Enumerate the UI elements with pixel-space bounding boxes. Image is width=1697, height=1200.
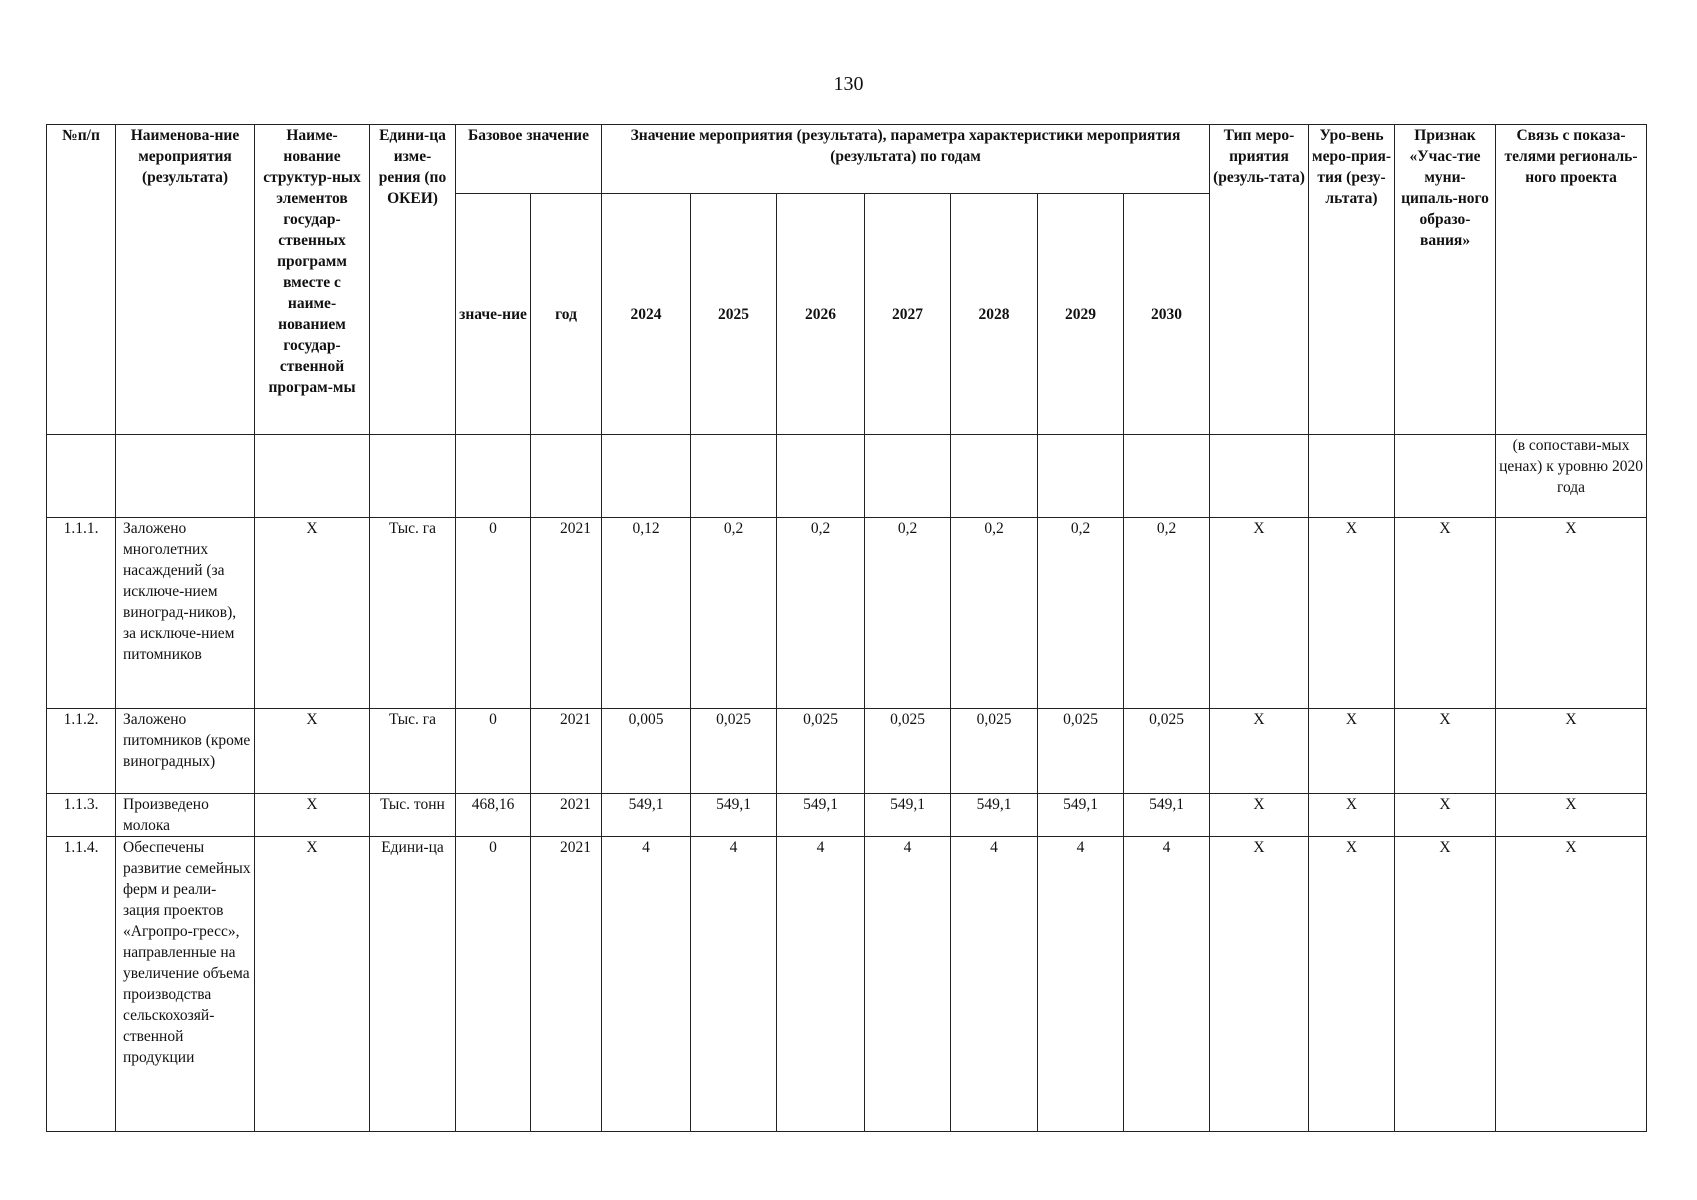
row-value: 549,1 <box>1124 794 1210 837</box>
col-header-year: 2029 <box>1038 194 1124 435</box>
row-level: X <box>1309 794 1395 837</box>
col-header-unit: Едини-ца изме-рения (по ОКЕИ) <box>370 125 456 435</box>
row-municipal: X <box>1395 794 1496 837</box>
row-type: X <box>1210 837 1309 1132</box>
table-row <box>47 837 1647 1132</box>
row-value: 0,025 <box>951 709 1038 794</box>
row-base-value: 0 <box>456 837 531 1132</box>
row-num: 1.1.1. <box>47 518 116 709</box>
row-struct: X <box>255 837 370 1132</box>
table-row <box>47 518 1647 709</box>
col-header-values-group: Значение мероприятия (результата), параметра характеристики мероприятия (результата) по годам <box>602 125 1210 194</box>
table-row <box>47 794 1647 837</box>
row-level: X <box>1309 837 1395 1132</box>
row-name: Заложено многолетних насаждений (за исключе-нием виноград-ников), за исключе-нием питомников <box>116 518 255 709</box>
col-header-name: Наименова-ние мероприятия (результата) <box>116 125 255 435</box>
row-value: 0,2 <box>865 518 951 709</box>
row-value: 4 <box>1124 837 1210 1132</box>
row-base-value: 0 <box>456 518 531 709</box>
row-value: 0,2 <box>1124 518 1210 709</box>
activities-table <box>46 124 1647 1132</box>
row-value: 0,025 <box>691 709 777 794</box>
row-name: Заложено питомников (кроме виноградных) <box>116 709 255 794</box>
row-struct: X <box>255 709 370 794</box>
row-num: 1.1.3. <box>47 794 116 837</box>
row-value: 0,2 <box>691 518 777 709</box>
col-header-year: 2028 <box>951 194 1038 435</box>
row-unit: Едини-ца <box>370 837 456 1132</box>
col-header-municipal: Признак «Учас-тие муни-ципаль-ного образо-вания» <box>1395 125 1496 435</box>
row-value: 0,12 <box>602 518 691 709</box>
row-value: 4 <box>865 837 951 1132</box>
row-value: 0,025 <box>777 709 865 794</box>
row-base-year: 2021 <box>531 709 602 794</box>
row-base-year: 2021 <box>531 794 602 837</box>
row-value: 549,1 <box>951 794 1038 837</box>
row-num: 1.1.2. <box>47 709 116 794</box>
row-municipal: X <box>1395 518 1496 709</box>
row-value: 0,2 <box>1038 518 1124 709</box>
row-num: 1.1.4. <box>47 837 116 1132</box>
page-number: 130 <box>833 73 864 95</box>
row-value: 549,1 <box>1038 794 1124 837</box>
col-header-base-year: год <box>531 194 602 435</box>
row-level: X <box>1309 518 1395 709</box>
row-type: X <box>1210 518 1309 709</box>
row-value: 4 <box>1038 837 1124 1132</box>
row-value: 0,005 <box>602 709 691 794</box>
row-base-value: 468,16 <box>456 794 531 837</box>
row-municipal: X <box>1395 709 1496 794</box>
col-header-year: 2026 <box>777 194 865 435</box>
row-level: X <box>1309 709 1395 794</box>
row-base-value: 0 <box>456 709 531 794</box>
row-value: 4 <box>951 837 1038 1132</box>
col-header-level: Уро-вень меро-прия-тия (резу-льтата) <box>1309 125 1395 435</box>
row-value: 4 <box>691 837 777 1132</box>
row-struct: X <box>255 794 370 837</box>
row-value: 0,2 <box>951 518 1038 709</box>
col-header-type: Тип меро-приятия (резуль-тата) <box>1210 125 1309 435</box>
row-value: 549,1 <box>602 794 691 837</box>
row-base-year: 2021 <box>531 518 602 709</box>
row-value: 549,1 <box>691 794 777 837</box>
row-unit: Тыс. га <box>370 709 456 794</box>
row-value: 549,1 <box>777 794 865 837</box>
row-value: 0,025 <box>1038 709 1124 794</box>
row-value: 0,025 <box>865 709 951 794</box>
row-name: Произведено молока <box>116 794 255 837</box>
row-base-year: 2021 <box>531 837 602 1132</box>
row-name: Обеспечены развитие семейных ферм и реали-зация проектов «Агропро-гресс», направленные на увеличение объема производства сельскохозяй-ственной продукции <box>116 837 255 1132</box>
col-header-year: 2027 <box>865 194 951 435</box>
col-header-year: 2024 <box>602 194 691 435</box>
continuation-note: (в сопостави-мых ценах) к уровню 2020 года <box>1496 435 1647 518</box>
row-type: X <box>1210 794 1309 837</box>
row-unit: Тыс. тонн <box>370 794 456 837</box>
col-header-year: 2025 <box>691 194 777 435</box>
row-link: X <box>1496 709 1647 794</box>
col-header-struct: Наиме-нование структур-ных элементов государ-ственных программ вместе с наиме-нованием государ-ственной програм-мы <box>255 125 370 435</box>
row-link: X <box>1496 518 1647 709</box>
row-link: X <box>1496 794 1647 837</box>
header-row-1 <box>47 125 1647 194</box>
row-value: 4 <box>602 837 691 1132</box>
row-unit: Тыс. га <box>370 518 456 709</box>
row-struct: X <box>255 518 370 709</box>
row-type: X <box>1210 709 1309 794</box>
row-municipal: X <box>1395 837 1496 1132</box>
col-header-year: 2030 <box>1124 194 1210 435</box>
col-header-num: №п/п <box>47 125 116 435</box>
continuation-row <box>47 435 1647 518</box>
col-header-link: Связь с показа-телями региональ-ного проекта <box>1496 125 1647 435</box>
row-value: 0,2 <box>777 518 865 709</box>
row-value: 549,1 <box>865 794 951 837</box>
col-header-base-value: значе-ние <box>456 194 531 435</box>
row-value: 0,025 <box>1124 709 1210 794</box>
row-value: 4 <box>777 837 865 1132</box>
row-link: X <box>1496 837 1647 1132</box>
table-row <box>47 709 1647 794</box>
col-header-base: Базовое значение <box>456 125 602 194</box>
